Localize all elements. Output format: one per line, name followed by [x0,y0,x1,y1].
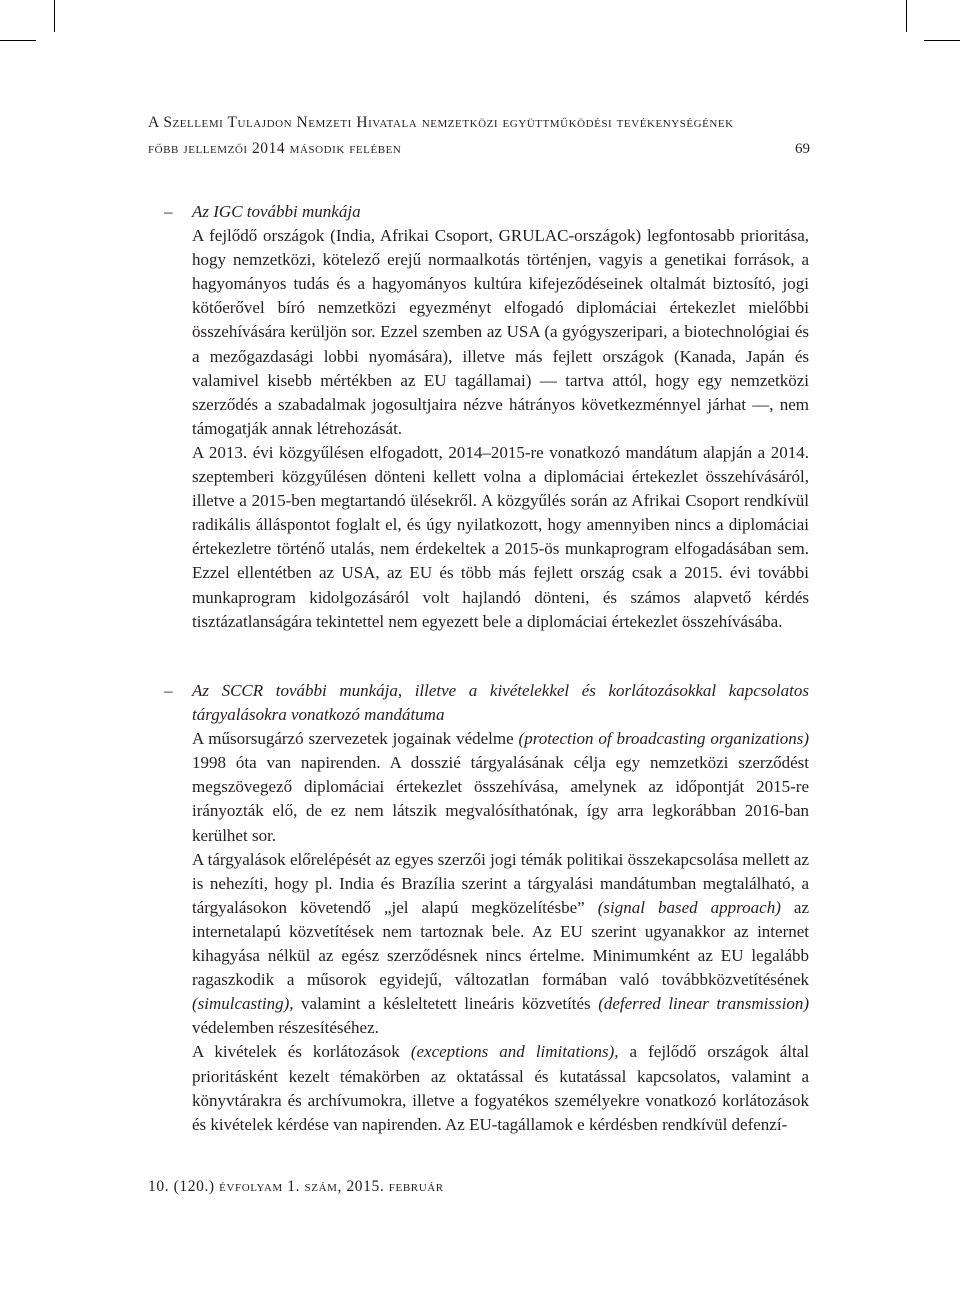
section-igc [164,200,809,634]
text-run: , valamint a késleltetett lineáris közvetítés [289,994,599,1014]
section-title-sccr: Az SCCR további munkája, illetve a kivételekkel és korlátozásokkal kapcsolatos tárgyalásokra vonatkozó mandátuma [192,681,809,725]
section-title-igc: Az IGC további munkája [192,202,361,221]
crop-mark-right [924,40,960,41]
list-dash: – [164,681,173,700]
italic-term: (protection of broadcasting organizations) [518,729,809,749]
text-run: A tárgyalások előrelépését az egyes szerzői jogi témák politikai összekapcsolása mellett az is nehezíti, hogy pl. India és Brazília szerint a tárgyalási mandátumban megtalálható, a tárgyalásokon követendő „jel alapú megközelítésbe” [192,849,809,917]
header-line-2: főbb jellemzői 2014 második felében [148,140,402,157]
footer-issue: 10. (120.) évfolyam 1. szám, 2015. február [148,1178,444,1195]
italic-term: (exceptions and limitations), [410,1042,619,1062]
paragraph [192,1040,809,1136]
crop-mark-left [0,40,36,41]
page-number: 69 [795,141,810,157]
italic-term: (simulcasting) [192,994,290,1014]
italic-term: (deferred linear transmission) [598,994,809,1014]
section-sccr [164,679,810,1137]
text-run: védelemben részesítéséhez. [192,1018,379,1038]
paragraph [192,727,809,847]
crop-mark-top-right [906,0,907,32]
crop-mark-top-left [54,0,55,32]
text-run: A kivételek és korlátozások [192,1042,411,1062]
header-line-1: A Szellemi Tulajdon Nemzeti Hivatala nemzetközi együttműködési tevékenységének [148,114,734,131]
text-run: a fejlődő országok által prioritásként kezelt témakörben az oktatással és kutatással kapcsolatos, valamint a könyvtárakra és archívumokra, illetve a fogyatékos személyekre vonatkozó korlátozások és kivételek kérdése van napirenden. Az EU-tagállamok e kérdésben rendkívül defenzí- [192,1042,809,1134]
text-run: A műsorsugárzó szervezetek jogainak védelme [192,729,519,749]
paragraph: A 2013. évi közgyűlésen elfogadott, 2014–2015-re vonatkozó mandátum alapján a 2014. szeptemberi közgyűlésen dönteni kellett volna a diplomáciai értekezlet összehívásáról, illetve a 2015-ben megtartandó ülésekről. A közgyűlés során az Afrikai Csoport rendkívül radikális álláspontot foglalt el, és úgy nyilatkozott, hogy amennyiben nincs a diplomáciai értekezletre történő utalás, nem érdekeltek a 2015-ös munkaprogram elfogadásában sem. Ezzel ellentétben az USA, az EU és több más fejlett ország csak a 2015. évi további munkaprogram kidolgozásáról volt hajlandó dönteni, és számos alapvető kérdés tisztázatlanságára tekintettel nem egyezett bele a diplomáciai értekezlet összehívásába. [192,442,809,631]
text-run: az internetalapú közvetítések nem tartoznak bele. Az EU szerint ugyanakkor az internet kihagyása nélkül az egész szerződésnek nincs értelme. Minimumként az EU legalább ragaszkodik a műsorok egyidejű, változatlan formában való továbbközvetítésének [192,897,810,990]
text-run: 1998 óta van napirenden. A dosszié tárgyalásának célja egy nemzetközi szerződést megszövegező diplomáciai értekezlet összehívása, amelynek az időpontját 2015-re irányozták elő, de ez nem látszik megvalósíthatónak, így arra legkorábban 2016-ban kerülhet sor. [192,753,809,845]
paragraph [192,848,809,1041]
paragraph: A fejlődő országok (India, Afrikai Csoport, GRULAC-országok) legfontosabb prioritása, hogy nemzetközi, kötelező erejű normaalkotás történjen, vagyis a genetikai források, a hagyományos tudás és a hagyományos kultúra kifejeződéseinek oltalmát biztosító, jogi kötőerővel bíró nemzetközi egyezményt elfogadó diplomáciai értekezlet mielőbbi összehívására kerüljön sor. Ezzel szemben az USA (a gyógyszeripari, a biotechnológiai és a mezőgazdasági lobbi nyomására), illetve más fejlett országok (Kanada, Japán és valamivel kisebb mértékben az EU tagállamai) — tartva attól, hogy egy nemzetközi szerződés a szabadalmak jogosultjaira nézve hátrányos következménnyel járhat —, nem támogatják annak létrehozását. [192,226,809,438]
italic-term: (signal based approach) [597,897,781,917]
running-header [148,110,810,162]
list-dash: – [164,202,173,221]
